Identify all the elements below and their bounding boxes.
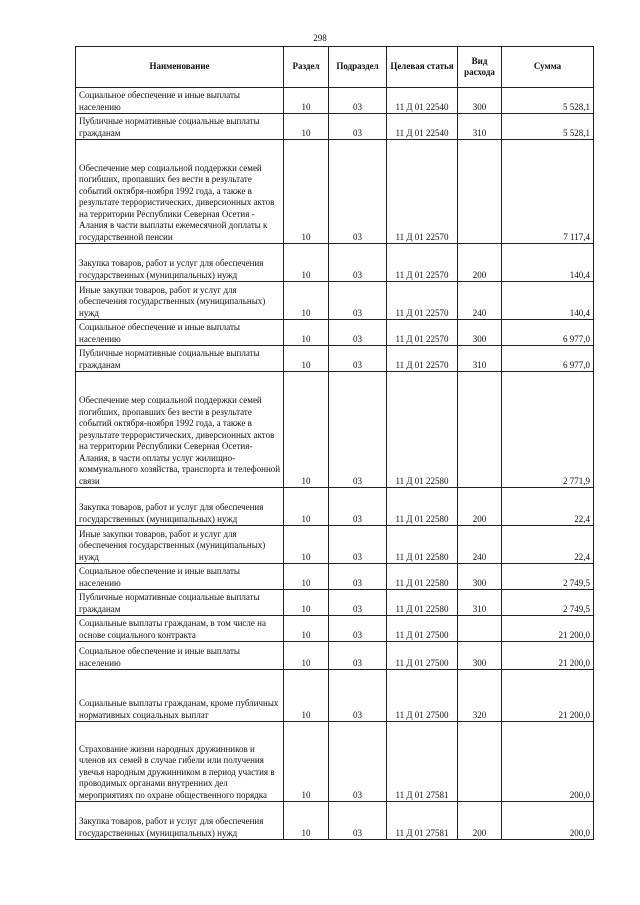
cell-expense-type: 300 (458, 564, 502, 590)
cell-expense-type: 300 (458, 320, 502, 346)
cell-expense-type (458, 616, 502, 642)
cell-sum: 21 200,0 (502, 642, 594, 670)
cell-subsection: 03 (329, 616, 387, 642)
table-row (76, 616, 594, 642)
table-row (76, 114, 594, 140)
cell-section: 10 (284, 488, 329, 526)
cell-name: Закупка товаров, работ и услуг для обеспечения государственных (муниципальных) нужд (76, 244, 284, 282)
cell-target: 11 Д 01 22580 (387, 564, 458, 590)
cell-name: Иные закупки товаров, работ и услуг для обеспечения государственных (муниципальных) нужд (76, 282, 284, 320)
cell-subsection: 03 (329, 346, 387, 372)
cell-target: 11 Д 01 27581 (387, 802, 458, 840)
cell-expense-type (458, 372, 502, 488)
cell-expense-type: 310 (458, 346, 502, 372)
cell-section: 10 (284, 590, 329, 616)
cell-target: 11 Д 01 22570 (387, 244, 458, 282)
cell-name: Публичные нормативные социальные выплаты гражданам (76, 346, 284, 372)
cell-name: Социальные выплаты гражданам, кроме публичных нормативных социальных выплат (76, 670, 284, 722)
cell-expense-type: 310 (458, 114, 502, 140)
cell-subsection: 03 (329, 88, 387, 114)
cell-subsection: 03 (329, 372, 387, 488)
cell-target: 11 Д 01 22540 (387, 88, 458, 114)
cell-sum: 22,4 (502, 488, 594, 526)
cell-section: 10 (284, 564, 329, 590)
cell-sum: 7 117,4 (502, 140, 594, 244)
cell-name: Иные закупки товаров, работ и услуг для обеспечения государственных (муниципальных) нужд (76, 526, 284, 564)
cell-sum: 6 977,0 (502, 320, 594, 346)
cell-expense-type: 200 (458, 244, 502, 282)
cell-section: 10 (284, 244, 329, 282)
cell-target: 11 Д 01 22580 (387, 488, 458, 526)
cell-name: Социальные выплаты гражданам, в том числе на основе социального контракта (76, 616, 284, 642)
table-row (76, 346, 594, 372)
cell-name: Публичные нормативные социальные выплаты гражданам (76, 590, 284, 616)
cell-sum: 5 528,1 (502, 114, 594, 140)
cell-subsection: 03 (329, 488, 387, 526)
cell-section: 10 (284, 642, 329, 670)
cell-name: Страхование жизни народных дружинников и членов их семей в случае гибели или получения увечья народным дружинником в период участия в проводимых органами внутренних дел мероприятиях по охране общественного порядка (76, 722, 284, 802)
cell-expense-type: 200 (458, 488, 502, 526)
cell-subsection: 03 (329, 670, 387, 722)
cell-target: 11 Д 01 27581 (387, 722, 458, 802)
cell-subsection: 03 (329, 282, 387, 320)
budget-table (75, 46, 594, 840)
cell-subsection: 03 (329, 320, 387, 346)
cell-name: Социальное обеспечение и иные выплаты населению (76, 320, 284, 346)
cell-target: 11 Д 01 22580 (387, 590, 458, 616)
cell-section: 10 (284, 346, 329, 372)
cell-sum: 22,4 (502, 526, 594, 564)
cell-expense-type: 320 (458, 670, 502, 722)
cell-target: 11 Д 01 22570 (387, 282, 458, 320)
cell-target: 11 Д 01 27500 (387, 616, 458, 642)
cell-section: 10 (284, 802, 329, 840)
cell-target: 11 Д 01 22570 (387, 140, 458, 244)
cell-target: 11 Д 01 22570 (387, 346, 458, 372)
cell-target: 11 Д 01 22580 (387, 526, 458, 564)
cell-name: Обеспечение мер социальной поддержки семей погибших, пропавших без вести в результате событий октября-ноября 1992 года, а также в результате террористических, диверсионных актов на территории Республики Северная Осетия - Алания в части выплаты ежемесячной доплаты к государственной пенсии (76, 140, 284, 244)
table-row (76, 244, 594, 282)
cell-name: Закупка товаров, работ и услуг для обеспечения государственных (муниципальных) нужд (76, 488, 284, 526)
cell-sum: 21 200,0 (502, 670, 594, 722)
cell-sum: 2 749,5 (502, 590, 594, 616)
cell-sum: 5 528,1 (502, 88, 594, 114)
cell-section: 10 (284, 114, 329, 140)
cell-section: 10 (284, 140, 329, 244)
cell-expense-type: 310 (458, 590, 502, 616)
cell-expense-type: 300 (458, 642, 502, 670)
table-row (76, 140, 594, 244)
cell-section: 10 (284, 616, 329, 642)
cell-subsection: 03 (329, 526, 387, 564)
cell-target: 11 Д 01 27500 (387, 642, 458, 670)
cell-section: 10 (284, 670, 329, 722)
cell-name: Социальное обеспечение и иные выплаты населению (76, 564, 284, 590)
cell-sum: 21 200,0 (502, 616, 594, 642)
table-row (76, 372, 594, 488)
cell-sum: 200,0 (502, 802, 594, 840)
table-row (76, 320, 594, 346)
cell-expense-type (458, 140, 502, 244)
cell-sum: 140,4 (502, 282, 594, 320)
cell-subsection: 03 (329, 590, 387, 616)
page-number: 298 (313, 33, 327, 43)
table-row (76, 526, 594, 564)
table-row (76, 590, 594, 616)
table-row (76, 282, 594, 320)
cell-target: 11 Д 01 27500 (387, 670, 458, 722)
cell-sum: 6 977,0 (502, 346, 594, 372)
cell-target: 11 Д 01 22540 (387, 114, 458, 140)
table-row (76, 564, 594, 590)
table-row (76, 670, 594, 722)
header-target: Целевая статья (387, 47, 458, 88)
header-expense-type: Вид расхода (458, 47, 502, 88)
cell-sum: 2 749,5 (502, 564, 594, 590)
table-row (76, 88, 594, 114)
table-row (76, 642, 594, 670)
cell-subsection: 03 (329, 244, 387, 282)
cell-subsection: 03 (329, 564, 387, 590)
cell-section: 10 (284, 282, 329, 320)
cell-sum: 140,4 (502, 244, 594, 282)
table-row (76, 488, 594, 526)
table-row (76, 802, 594, 840)
cell-expense-type: 240 (458, 526, 502, 564)
cell-name: Социальное обеспечение и иные выплаты населению (76, 642, 284, 670)
cell-name: Закупка товаров, работ и услуг для обеспечения государственных (муниципальных) нужд (76, 802, 284, 840)
cell-subsection: 03 (329, 642, 387, 670)
header-row (76, 47, 594, 88)
header-sum: Сумма (502, 47, 594, 88)
cell-section: 10 (284, 372, 329, 488)
cell-target: 11 Д 01 22570 (387, 320, 458, 346)
cell-section: 10 (284, 526, 329, 564)
header-name: Наименование (76, 47, 284, 88)
cell-target: 11 Д 01 22580 (387, 372, 458, 488)
cell-expense-type (458, 722, 502, 802)
cell-expense-type: 200 (458, 802, 502, 840)
cell-name: Публичные нормативные социальные выплаты гражданам (76, 114, 284, 140)
cell-subsection: 03 (329, 140, 387, 244)
cell-section: 10 (284, 722, 329, 802)
header-section: Раздел (284, 47, 329, 88)
cell-subsection: 03 (329, 802, 387, 840)
cell-section: 10 (284, 88, 329, 114)
cell-subsection: 03 (329, 114, 387, 140)
cell-name: Обеспечение мер социальной поддержки семей погибших, пропавших без вести в результате событий октября-ноября 1992 года, а также в результате террористических, диверсионных актов на территории Республики Северная Осетия-Алания, в части оплаты услуг жилищно-коммунального хозяйства, транспорта и телефонной связи (76, 372, 284, 488)
cell-section: 10 (284, 320, 329, 346)
cell-sum: 2 771,9 (502, 372, 594, 488)
table-row (76, 722, 594, 802)
cell-expense-type: 300 (458, 88, 502, 114)
cell-name: Социальное обеспечение и иные выплаты населению (76, 88, 284, 114)
cell-expense-type: 240 (458, 282, 502, 320)
header-subsection: Подраздел (329, 47, 387, 88)
cell-sum: 200,0 (502, 722, 594, 802)
cell-subsection: 03 (329, 722, 387, 802)
